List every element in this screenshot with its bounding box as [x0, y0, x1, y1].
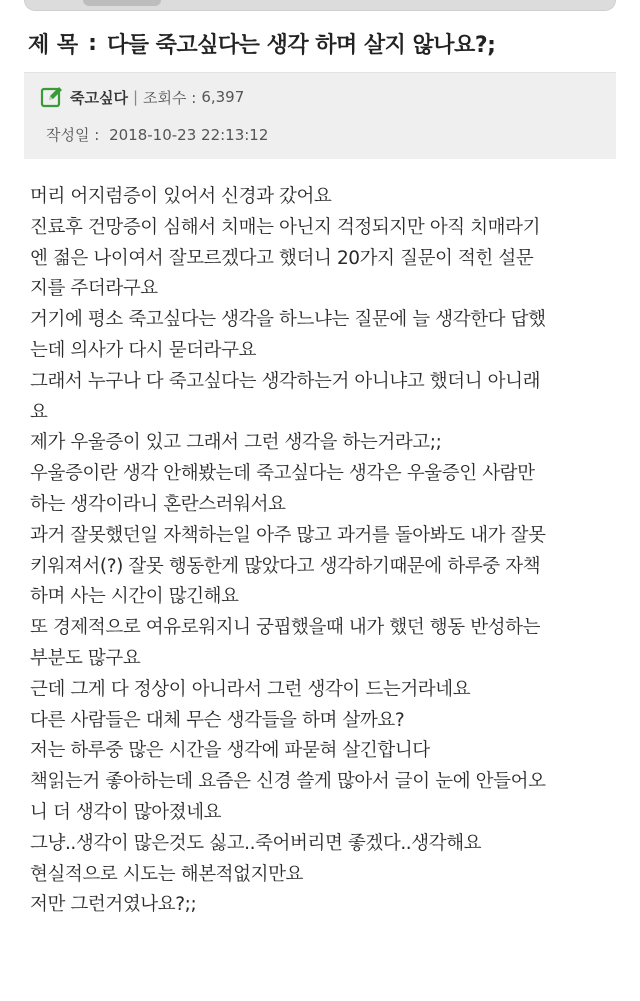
post-body-line: 그래서 누구나 다 죽고싶다는 생각하는거 아니냐고 했더니 아니래 — [30, 370, 541, 392]
post-body-line: 저는 하루중 많은 시간을 생각에 파묻혀 살긴합니다 — [30, 740, 430, 762]
post-body — [30, 182, 622, 921]
post-date: 2018-10-23 22:13:12 — [109, 126, 269, 144]
post-meta-date — [46, 124, 268, 145]
post-body-line: 현실적으로 시도는 해본적없지만요 — [30, 863, 304, 885]
post-title-row — [28, 28, 620, 59]
post-body-line: 또 경제적으로 여유로워지니 궁핍했을때 내가 했던 행동 반성하는 — [30, 617, 541, 639]
post-body-line: 머리 어지럼증이 있어서 신경과 갔어요 — [30, 186, 332, 207]
post-body-line: 니 더 생각이 많아졌네요 — [30, 801, 222, 823]
post-body-line: 는데 의사가 다시 묻더라구요 — [30, 339, 257, 361]
title-label: 제 목 — [28, 33, 79, 58]
post-body-line: 그냥..생각이 많은것도 싫고..죽어버리면 좋겠다..생각해요 — [30, 832, 482, 854]
post-body-line: 책읽는거 좋아하는데 요즘은 신경 쓸게 많아서 글이 눈에 안들어오 — [30, 771, 546, 793]
views-count: 6,397 — [201, 88, 245, 106]
post-body-line: 지를 주더라구요 — [30, 278, 158, 300]
post-body-line: 제가 우울증이 있고 그래서 그런 생각을 하는거라고;; — [30, 432, 442, 454]
post-body-line: 과거 잘못했던일 자책하는일 아주 많고 과거를 돌아봐도 내가 잘못 — [30, 524, 546, 546]
post-body-line: 하며 사는 시간이 많긴해요 — [30, 586, 239, 608]
post-author[interactable]: 죽고싶다 — [70, 88, 128, 107]
post-body-line: 요 — [30, 401, 48, 423]
post-body-line: 엔 젊은 나이여서 잘모르겠다고 했더니 20가지 질문이 적힌 설문 — [30, 247, 534, 269]
title-separator: : — [88, 31, 97, 56]
post-body-line: 우울증이란 생각 안해봤는데 죽고싶다는 생각은 우울증인 사람만 — [30, 463, 535, 485]
post-body-line: 거기에 평소 죽고싶다는 생각을 하느냐는 질문에 늘 생각한다 답했 — [30, 309, 546, 331]
post-body-line: 부분도 많구요 — [30, 647, 141, 669]
date-label: 작성일 : — [46, 126, 100, 144]
meta-divider: | — [132, 88, 139, 106]
post-title: 다들 죽고싶다는 생각 하며 살지 않나요?; — [106, 33, 496, 58]
post-meta-box — [24, 72, 616, 159]
post-body-line: 키워져서(?) 잘못 행동한게 많았다고 생각하기때문에 하루중 자책 — [30, 555, 541, 577]
post-body-line: 하는 생각이라니 혼란스러워서요 — [30, 493, 286, 515]
post-body-line: 다른 사람들은 대체 무슨 생각들을 하며 살까요? — [30, 709, 405, 731]
top-tab-strip — [24, 0, 616, 11]
pencil-edit-icon — [40, 85, 64, 109]
active-tab-indicator — [83, 0, 161, 6]
post-body-line: 저만 그런거였나요?;; — [30, 894, 197, 916]
views-label: 조회수 : — [143, 88, 197, 107]
post-body-line: 진료후 건망증이 심해서 치매는 아닌지 걱정되지만 아직 치매라기 — [30, 216, 541, 238]
post-meta-author-views — [40, 85, 244, 109]
post-body-line: 근데 그게 다 정상이 아니라서 그런 생각이 드는거라네요 — [30, 678, 471, 700]
